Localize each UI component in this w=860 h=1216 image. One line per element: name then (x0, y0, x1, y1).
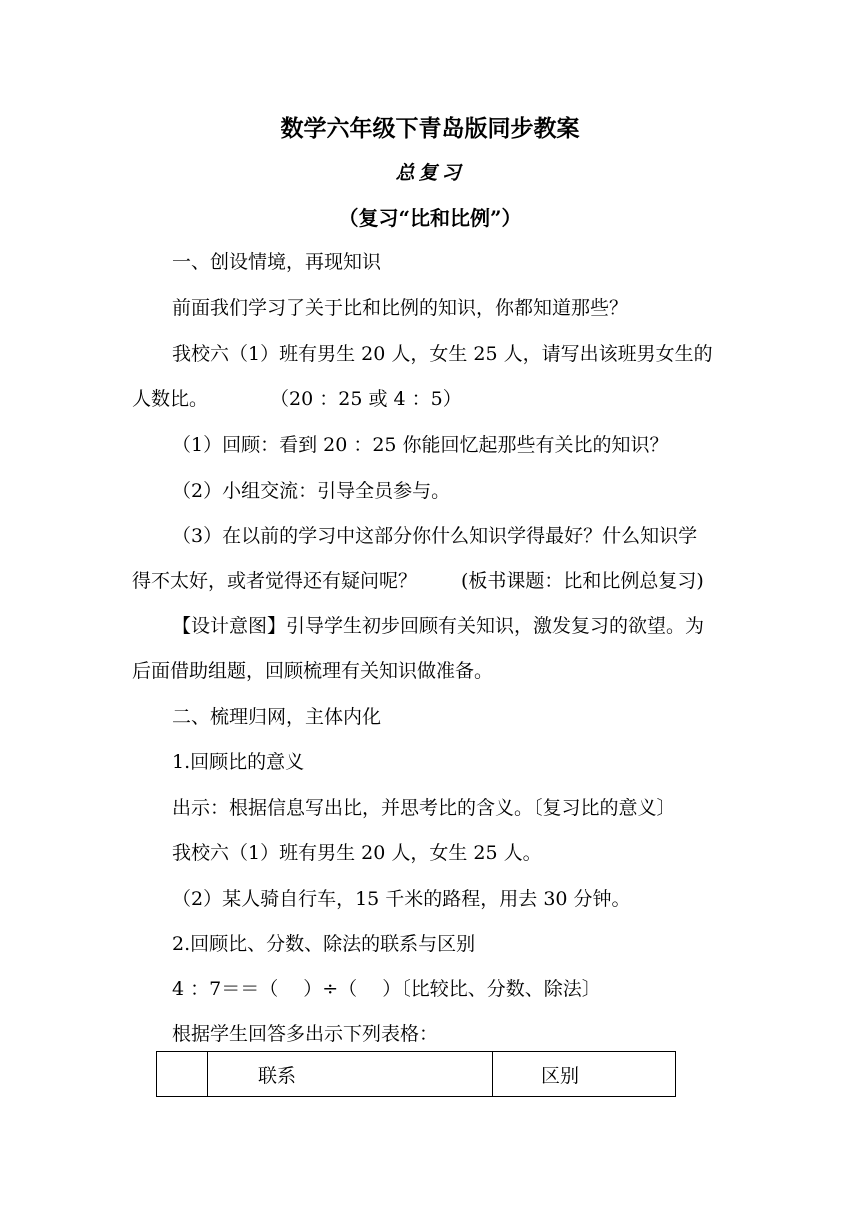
design-intent-line1: 【设计意图】引导学生初步回顾有关知识，激发复习的欲望。为 (172, 615, 705, 637)
paragraph-intro: 前面我们学习了关于比和比例的知识，你都知道那些？ (172, 297, 629, 319)
show-instruction: 出示：根据信息写出比，并思考比的含义。〔复习比的意义〕 (172, 797, 676, 819)
blackboard-note: (板书课题：比和比例总复习) (461, 570, 704, 592)
question-1: （1）回顾：看到 20 ：25 你能回忆起那些有关比的知识？ (172, 434, 669, 456)
comparison-table (156, 1051, 676, 1097)
item-2-heading: 2.回顾比、分数、除法的联系与区别 (172, 933, 476, 955)
table-intro: 根据学生回答多出示下列表格： (172, 1023, 439, 1045)
lesson-topic: （复习“比和比例”） (338, 206, 522, 230)
question-3-line1: （3）在以前的学习中这部分你什么知识学得最好？什么知识学 (172, 525, 698, 547)
paragraph-class-line1: 我校六（1）班有男生 20 人，女生 25 人，请写出该班男女生的 (172, 343, 713, 365)
question-3-text: 得不太好，或者觉得还有疑问呢？ (132, 570, 418, 592)
section2-heading: 二、梳理归网，主体内化 (172, 706, 382, 728)
document-subtitle: 总复习 (395, 162, 465, 184)
document-title: 数学六年级下青岛版同步教案 (280, 115, 580, 142)
example-2: （2）某人骑自行车，15 千米的路程，用去 30 分钟。 (172, 888, 631, 910)
paragraph-class-line2 (132, 387, 462, 411)
item-1-heading: 1.回顾比的意义 (172, 751, 305, 773)
question-2: （2）小组交流：引导全员参与。 (172, 480, 451, 502)
table-row (157, 1052, 676, 1097)
section1-heading: 一、创设情境，再现知识 (172, 251, 382, 273)
question-3-line2 (132, 569, 704, 593)
table-header-cell: 区别 (493, 1052, 676, 1097)
ratio-answer: （20 ：25 或 4 ：5） (270, 388, 462, 410)
paragraph-class-text: 人数比。 (132, 388, 209, 410)
design-intent-line2: 后面借助组题，回顾梳理有关知识做准备。 (132, 660, 494, 682)
table-header-cell (157, 1052, 208, 1097)
example-1: 我校六（1）班有男生 20 人，女生 25 人。 (172, 842, 542, 864)
table-header-cell: 联系 (208, 1052, 493, 1097)
formula-line: 4 ：7＝＝（ ）÷（ ）〔比较比、分数、除法〕 (172, 978, 601, 1000)
